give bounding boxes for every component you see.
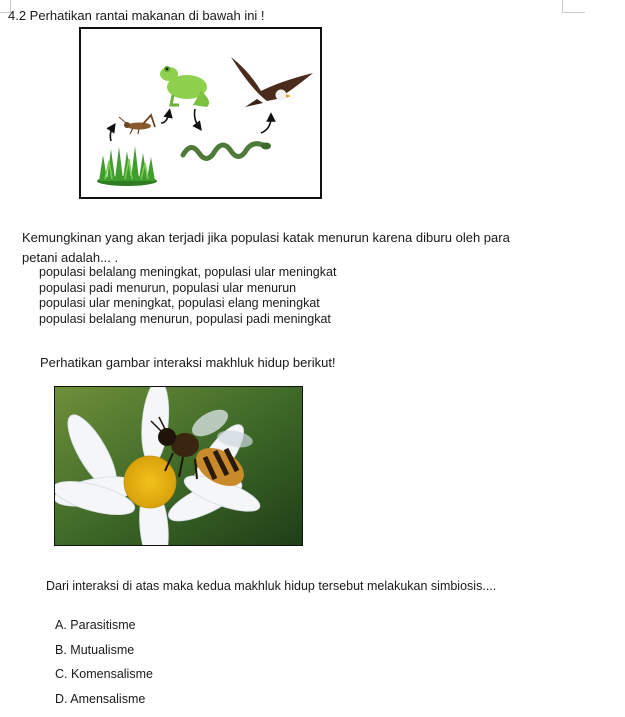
choice-a[interactable]: A. Parasitisme	[55, 618, 136, 632]
question-2-title: Perhatikan gambar interaksi makhluk hidup berikut!	[40, 355, 336, 370]
choice-c[interactable]: C. Komensalisme	[55, 667, 153, 681]
option-item[interactable]: populasi belalang menurun, populasi padi meningkat	[39, 311, 331, 326]
eagle-icon	[231, 57, 313, 107]
question-1-title: 4.2 Perhatikan rantai makanan di bawah ini !	[8, 8, 265, 23]
snake-icon	[183, 143, 271, 159]
question-2-text: Dari interaksi di atas maka kedua makhluk hidup tersebut melakukan simbiosis....	[46, 579, 497, 593]
food-chain-image	[79, 27, 322, 199]
option-item[interactable]: populasi padi menurun, populasi ular menurun	[39, 280, 297, 295]
frog-icon	[160, 66, 209, 107]
option-item[interactable]: populasi belalang meningkat, populasi ular meningkat	[39, 265, 337, 279]
grasshopper-icon	[119, 115, 155, 134]
question-1-text: Kemungkinan yang akan terjadi jika populasi katak menurun karena diburu oleh para petani adalah... .	[22, 230, 510, 265]
bee-flower-image	[54, 386, 303, 546]
answer-choices	[55, 617, 153, 715]
question-1-options	[39, 265, 336, 327]
grass-icon	[97, 146, 157, 186]
option-item[interactable]: populasi ular meningkat, populasi elang meningkat	[39, 296, 320, 310]
page-corner-right	[562, 0, 585, 13]
choice-b[interactable]: B. Mutualisme	[55, 642, 135, 657]
choice-d[interactable]: D. Amensalisme	[55, 691, 146, 706]
